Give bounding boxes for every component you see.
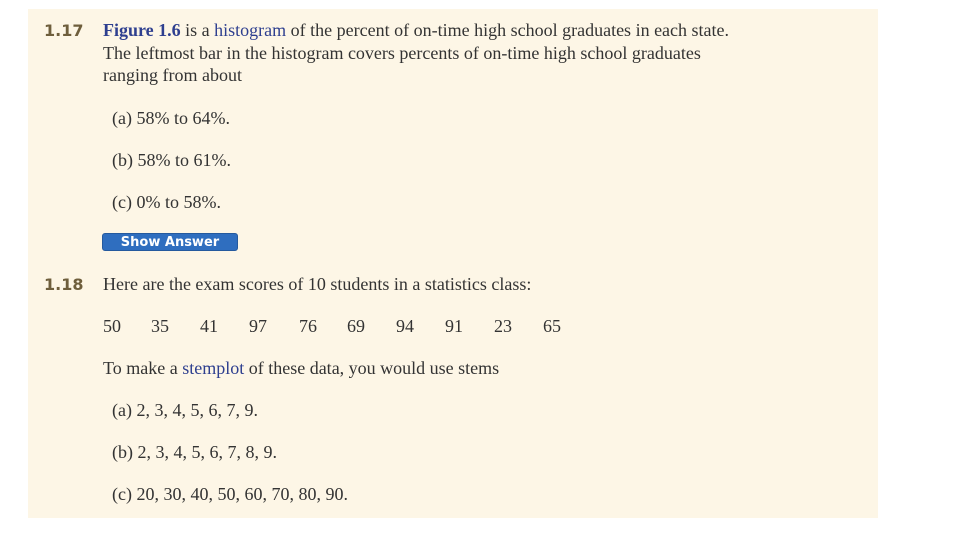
score-value: 41 bbox=[200, 316, 218, 336]
answer-option-a: (a) 58% to 64%. bbox=[112, 108, 230, 128]
question-number-1-17: 1.17 bbox=[44, 21, 84, 40]
question-text: To make a bbox=[103, 358, 183, 378]
answer-option-c: (c) 0% to 58%. bbox=[112, 192, 221, 212]
score-value: 65 bbox=[543, 316, 561, 336]
stemplot-link[interactable]: stemplot bbox=[182, 358, 245, 378]
score-value: 94 bbox=[396, 316, 414, 336]
histogram-link[interactable]: histogram bbox=[214, 20, 287, 40]
answer-option-b: (b) 2, 3, 4, 5, 6, 7, 8, 9. bbox=[112, 442, 277, 462]
question-text: is a bbox=[180, 20, 215, 40]
score-value: 23 bbox=[494, 316, 512, 336]
score-value: 50 bbox=[103, 316, 121, 336]
score-value: 97 bbox=[249, 316, 267, 336]
question-number-1-18: 1.18 bbox=[44, 275, 84, 294]
score-value: 35 bbox=[151, 316, 169, 336]
score-value: 76 bbox=[299, 316, 317, 336]
figure-link[interactable]: Figure 1.6 bbox=[103, 20, 181, 40]
question-1-17-line-1 bbox=[103, 20, 729, 41]
show-answer-button[interactable]: Show Answer bbox=[102, 233, 238, 251]
answer-option-c: (c) 20, 30, 40, 50, 60, 70, 80, 90. bbox=[112, 484, 348, 504]
score-value: 69 bbox=[347, 316, 365, 336]
question-1-17-line-3: ranging from about bbox=[103, 65, 242, 85]
question-1-18-intro: Here are the exam scores of 10 students in a statistics class: bbox=[103, 274, 532, 294]
question-text: of these data, you would use stems bbox=[244, 358, 500, 378]
answer-option-a: (a) 2, 3, 4, 5, 6, 7, 9. bbox=[112, 400, 258, 420]
question-text: of the percent of on-time high school graduates in each state. bbox=[286, 20, 730, 40]
question-1-18-prompt bbox=[103, 358, 499, 379]
answer-option-b: (b) 58% to 61%. bbox=[112, 150, 231, 170]
score-value: 91 bbox=[445, 316, 463, 336]
question-1-17-line-2: The leftmost bar in the histogram covers percents of on-time high school graduates bbox=[103, 43, 701, 63]
